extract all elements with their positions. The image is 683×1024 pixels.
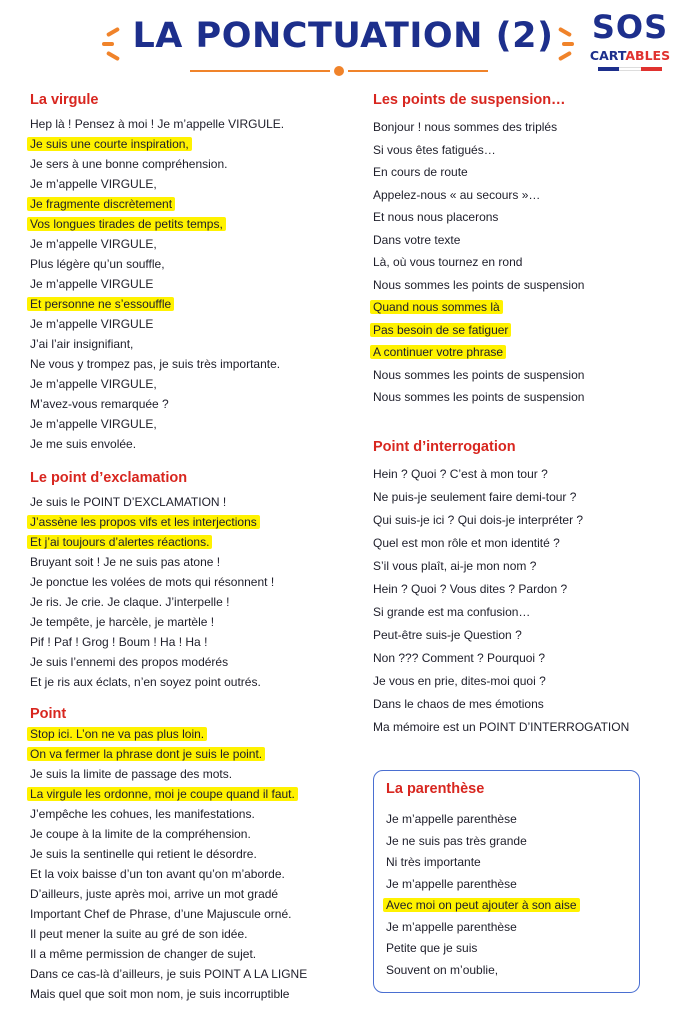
section-title: Les points de suspension… <box>373 92 566 108</box>
line-text: Nous sommes les points de suspension <box>373 277 585 292</box>
poem-line <box>30 294 350 314</box>
line-text: Je m’appelle VIRGULE, <box>30 237 157 251</box>
highlighted-text: Et j’ai toujours d’alertes réactions. <box>27 535 212 549</box>
poem-line <box>30 552 350 572</box>
line-text: Je m’appelle parenthèse <box>386 919 517 934</box>
section-virgule <box>30 90 350 454</box>
logo-cartables-text: CARTABLES <box>589 48 671 63</box>
line-text: Quel est mon rôle et mon identité ? <box>373 535 560 550</box>
poem-line <box>386 874 639 896</box>
poem-line <box>30 904 350 924</box>
poem-line <box>30 744 350 764</box>
line-text: Hep là ! Pensez à moi ! Je m’appelle VIRGULE. <box>30 117 285 131</box>
left-column <box>30 90 350 1004</box>
poem-line <box>30 214 350 234</box>
poem-line <box>386 852 639 874</box>
separator-dot <box>334 66 344 76</box>
poem-line <box>373 693 663 716</box>
sos-cartables-logo[interactable] <box>588 8 672 74</box>
spark-icon <box>562 42 574 46</box>
poem-line <box>30 194 350 214</box>
line-text: Qui suis-je ici ? Qui dois-je interpréter ? <box>373 512 584 527</box>
line-text: Je suis la sentinelle qui retient le désordre. <box>30 847 257 861</box>
poem-line <box>373 296 663 319</box>
poem-line <box>30 314 350 334</box>
poem-line <box>30 944 350 964</box>
poem-line <box>30 334 350 354</box>
poem-line <box>386 831 639 853</box>
line-text: Important Chef de Phrase, d’une Majuscule orné. <box>30 907 292 921</box>
line-text: Je m’appelle parenthèse <box>386 876 517 891</box>
line-text: Hein ? Quoi ? Vous dites ? Pardon ? <box>373 581 568 596</box>
poem-line <box>30 154 350 174</box>
line-text: Peut-être suis-je Question ? <box>373 627 522 642</box>
poem-line <box>30 434 350 454</box>
poem-line <box>30 724 350 744</box>
highlighted-text: Je fragmente discrètement <box>27 197 175 211</box>
poem-line <box>30 174 350 194</box>
poem-line <box>373 386 663 409</box>
line-text: Je me suis envolée. <box>30 437 137 451</box>
poem-line <box>30 354 350 374</box>
poem-line <box>30 672 350 692</box>
poem-line <box>30 254 350 274</box>
line-text: Mais quel que soit mon nom, je suis incorruptible <box>30 987 290 1001</box>
line-text: Je m’appelle VIRGULE <box>30 277 154 291</box>
poem-line <box>30 572 350 592</box>
poem-line <box>30 884 350 904</box>
section-suspension <box>373 90 663 409</box>
line-text: Je m’appelle VIRGULE, <box>30 177 157 191</box>
poem-line <box>373 116 663 139</box>
section-title: Point <box>30 706 67 722</box>
line-text: Et la voix baisse d’un ton avant qu’on m’aborde. <box>30 867 285 881</box>
poem-line <box>386 895 639 917</box>
poem-line <box>373 463 663 486</box>
poem-line <box>30 784 350 804</box>
highlighted-text: Avec moi on peut ajouter à son aise <box>383 898 580 912</box>
poem-line <box>30 532 350 552</box>
line-text: Je m’appelle parenthèse <box>386 812 517 826</box>
line-text: Je suis le POINT D’EXCLAMATION ! <box>30 495 227 509</box>
poem-line <box>386 960 639 982</box>
line-text: J’ai l’air insignifiant, <box>30 337 134 351</box>
line-text: M’avez-vous remarquée ? <box>30 397 169 411</box>
poem-line <box>373 251 663 274</box>
poem-line <box>30 984 350 1004</box>
line-text: Ne vous y trompez pas, je suis très importante. <box>30 357 281 371</box>
line-text: Je m’appelle VIRGULE, <box>30 377 157 391</box>
highlighted-text: Pas besoin de se fatiguer <box>370 323 511 337</box>
highlighted-text: Je suis une courte inspiration, <box>27 137 192 151</box>
line-text: Nous sommes les points de suspension <box>373 390 585 404</box>
poem-line <box>373 341 663 364</box>
section-title: La virgule <box>30 92 99 108</box>
separator-line <box>348 70 488 72</box>
line-text: Je sers à une bonne compréhension. <box>30 157 228 171</box>
poem-line <box>373 274 663 297</box>
poem-line <box>386 917 639 939</box>
poem-line <box>373 647 663 670</box>
line-text: D’ailleurs, juste après moi, arrive un mot gradé <box>30 887 279 901</box>
poem-line <box>30 414 350 434</box>
line-text: Dans le chaos de mes émotions <box>373 696 544 711</box>
poem-line <box>373 601 663 624</box>
highlighted-text: Et personne ne s’essouffle <box>27 297 174 311</box>
poem-line <box>30 592 350 612</box>
poem-line <box>30 844 350 864</box>
section-title: Point d’interrogation <box>373 438 516 455</box>
page-title: LA PONCTUATION (2) <box>132 16 554 56</box>
section-exclamation <box>30 468 350 692</box>
poem-line <box>30 374 350 394</box>
line-text: Je ris. Je crie. Je claque. J’interpelle ! <box>30 595 230 609</box>
poem-line <box>373 670 663 693</box>
line-text: S’il vous plaît, ai-je mon nom ? <box>373 558 537 573</box>
line-text: Bruyant soit ! Je ne suis pas atone ! <box>30 555 221 569</box>
highlighted-text: Vos longues tirades de petits temps, <box>27 217 226 231</box>
section-point <box>30 704 350 1004</box>
line-text: Non ??? Comment ? Pourquoi ? <box>373 650 546 665</box>
line-text: Je ponctue les volées de mots qui résonnent ! <box>30 575 275 589</box>
line-text: En cours de route <box>373 165 468 179</box>
line-text: Appelez-nous « au secours »… <box>373 187 541 202</box>
line-text: Pif ! Paf ! Grog ! Boum ! Ha ! Ha ! <box>30 635 208 649</box>
line-text: Bonjour ! nous sommes des triplés <box>373 120 558 134</box>
poem-line <box>373 509 663 532</box>
french-flag-stripe <box>598 67 662 71</box>
line-text: Il peut mener la suite au gré de son idée. <box>30 927 248 941</box>
poem-line <box>30 964 350 984</box>
line-text: Ma mémoire est un POINT D’INTERROGATION <box>373 719 630 734</box>
highlighted-text: J’assène les propos vifs et les interjections <box>27 515 260 529</box>
poem-line <box>30 824 350 844</box>
line-text: Je m’appelle VIRGULE <box>30 317 154 331</box>
line-text: Et nous nous placerons <box>373 210 499 224</box>
line-text: Ni très importante <box>386 855 481 869</box>
poem-line <box>373 364 663 387</box>
poem-line <box>373 319 663 342</box>
poem-line <box>30 804 350 824</box>
logo-sos-text: SOS <box>591 8 669 46</box>
section-title: La parenthèse <box>386 781 485 797</box>
poem-line <box>386 809 639 831</box>
line-text: Je vous en prie, dites-moi quoi ? <box>373 673 546 688</box>
line-text: Je coupe à la limite de la compréhension. <box>30 827 251 841</box>
line-text: J’empêche les cohues, les manifestations. <box>30 807 255 821</box>
poem-line <box>373 229 663 252</box>
line-text: Si vous êtes fatigués… <box>373 142 496 157</box>
poem-line <box>373 161 663 184</box>
poem-line <box>30 234 350 254</box>
section-title: Le point d’exclamation <box>30 470 188 486</box>
highlighted-text: Quand nous sommes là <box>370 300 503 314</box>
line-text: Je suis la limite de passage des mots. <box>30 767 233 781</box>
poem-line <box>373 624 663 647</box>
poem-line <box>30 134 350 154</box>
poem-line <box>373 716 663 739</box>
line-text: Il a même permission de changer de sujet. <box>30 947 257 961</box>
poem-line <box>30 632 350 652</box>
poem-line <box>30 394 350 414</box>
highlighted-text: A continuer votre phrase <box>370 345 506 359</box>
poem-line <box>373 578 663 601</box>
line-text: Dans votre texte <box>373 232 461 247</box>
highlighted-text: On va fermer la phrase dont je suis le point. <box>27 747 265 761</box>
line-text: Ne puis-je seulement faire demi-tour ? <box>373 489 577 504</box>
line-text: Nous sommes les points de suspension <box>373 367 585 382</box>
poem-line <box>30 114 350 134</box>
line-text: Je tempête, je harcèle, je martèle ! <box>30 615 215 629</box>
separator-line <box>190 70 330 72</box>
poem-line <box>30 764 350 784</box>
poem-line <box>386 938 639 960</box>
poem-line <box>373 532 663 555</box>
poem-line <box>30 512 350 532</box>
poem-line <box>30 652 350 672</box>
poem-line <box>30 864 350 884</box>
poem-line <box>30 274 350 294</box>
line-text: Petite que je suis <box>386 941 478 955</box>
line-text: Souvent on m’oublie, <box>386 962 499 977</box>
line-text: Plus légère qu’un souffle, <box>30 257 165 271</box>
line-text: Je ne suis pas très grande <box>386 833 527 848</box>
highlighted-text: Stop ici. L’on ne va pas plus loin. <box>27 727 207 741</box>
highlighted-text: La virgule les ordonne, moi je coupe quand il faut. <box>27 787 298 801</box>
line-text: Là, où vous tournez en rond <box>373 255 523 269</box>
poem-line <box>373 139 663 162</box>
line-text: Et je ris aux éclats, n’en soyez point outrés. <box>30 675 261 689</box>
page-header <box>0 0 683 82</box>
poem-line <box>373 206 663 229</box>
poem-line <box>373 555 663 578</box>
poem-line <box>30 612 350 632</box>
line-text: Je suis l’ennemi des propos modérés <box>30 655 229 669</box>
line-text: Je m’appelle VIRGULE, <box>30 417 157 431</box>
poem-line <box>373 184 663 207</box>
line-text: Hein ? Quoi ? C’est à mon tour ? <box>373 466 548 481</box>
poem-line <box>30 924 350 944</box>
line-text: Si grande est ma confusion… <box>373 604 531 619</box>
poem-line <box>30 492 350 512</box>
poem-line <box>373 486 663 509</box>
parenthese-box <box>373 770 640 993</box>
right-column <box>373 90 663 739</box>
line-text: Dans ce cas-là d’ailleurs, je suis POINT A LA LIGNE <box>30 967 308 981</box>
section-interrogation <box>373 437 663 739</box>
